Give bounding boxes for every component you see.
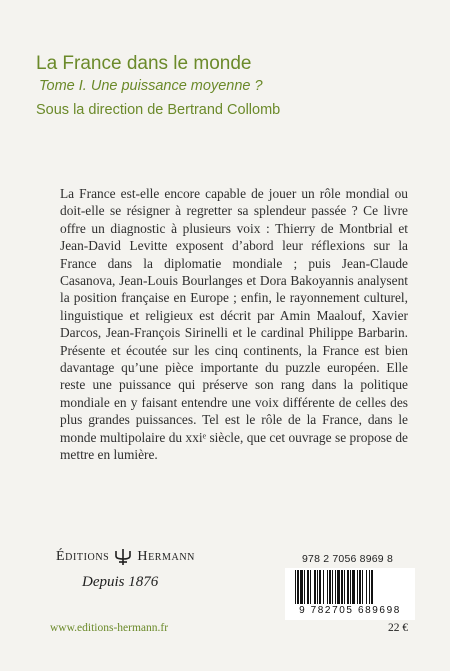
isbn-number: 978 2 7056 8969 8: [302, 553, 393, 565]
back-cover-blurb: La France est-elle encore capable de jouer un rôle mondial ou doit-elle se résigner à regretter sa splendeur passée ? Ce livre offre un diagnostic à plusieurs voix : Thierry de Montbrial et Jean-David Levitte exposent d’abord leur réflexions sur la France dans la diplomatie mondiale ; puis Jean-Claude Casanova, Jean-Louis Bourlanges et Dora Bakoyannis analysent la position française en Europe ; enfin, le rayonnement culturel, linguistique et religieux est décrit par Amin Maalouf, Xavier Darcos, Jean-François Sirinelli et le cardinal Philippe Barbarin. Présente et écoutée sur les cinq continents, la France est bien davantage qu’une pièce importante du puzzle européen. Elle reste une puissance qui préserve son rang dans la politique mondiale en y faisant entendre une voix différente de celles des plus grandes puissances. Tel est le rôle de la France, dans le monde multipolaire du xxiᵉ siècle, que cet ouvrage se propose de mettre en lumière.: [60, 186, 408, 463]
book-subtitle: Tome I. Une puissance moyenne ?: [39, 78, 263, 94]
barcode-digits: 9 782705 689698: [285, 604, 415, 618]
barcode-bars: [285, 568, 415, 606]
book-title: La France dans le monde: [36, 53, 252, 74]
publisher-name-right: Hermann: [137, 549, 196, 564]
hermann-logo-icon: [113, 548, 133, 566]
editor-credit: Sous la direction de Bertrand Collomb: [36, 102, 281, 118]
cover-header: [36, 52, 426, 118]
publisher-name: [56, 548, 195, 566]
publisher-name-left: Éditions: [56, 549, 110, 564]
price-label: 22 €: [388, 622, 409, 634]
publisher-since: Depuis 1876: [82, 574, 159, 590]
publisher-website[interactable]: www.editions-hermann.fr: [50, 622, 169, 634]
publisher-block: [56, 548, 195, 591]
